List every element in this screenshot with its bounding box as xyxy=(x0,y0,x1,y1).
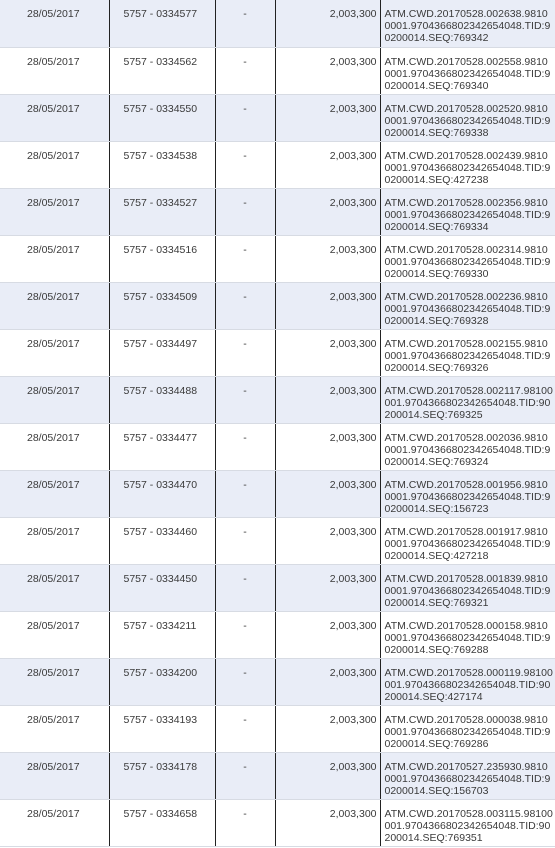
reference-cell: 5757 - 0334577 xyxy=(109,0,215,47)
table-row xyxy=(0,47,555,94)
table-row xyxy=(0,423,555,470)
credit-amount-cell: 2,003,300 xyxy=(275,517,380,564)
credit-amount-cell: 2,003,300 xyxy=(275,141,380,188)
description-cell: ATM.CWD.20170528.000119.98100001.9704366802342654048.TID:90200014.SEQ:427174 xyxy=(380,658,555,705)
table-row xyxy=(0,611,555,658)
reference-cell: 5757 - 0334470 xyxy=(109,470,215,517)
credit-amount-cell: 2,003,300 xyxy=(275,376,380,423)
date-cell: 28/05/2017 xyxy=(0,705,109,752)
credit-amount-cell: 2,003,300 xyxy=(275,329,380,376)
date-cell: 28/05/2017 xyxy=(0,47,109,94)
table-row xyxy=(0,517,555,564)
reference-cell: 5757 - 0334527 xyxy=(109,188,215,235)
description-cell: ATM.CWD.20170528.000158.98100001.9704366802342654048.TID:90200014.SEQ:769288 xyxy=(380,611,555,658)
table-row xyxy=(0,799,555,846)
table-row xyxy=(0,564,555,611)
credit-amount-cell: 2,003,300 xyxy=(275,470,380,517)
date-cell: 28/05/2017 xyxy=(0,423,109,470)
reference-cell: 5757 - 0334562 xyxy=(109,47,215,94)
credit-amount-cell: 2,003,300 xyxy=(275,423,380,470)
description-cell: ATM.CWD.20170528.002439.98100001.9704366802342654048.TID:90200014.SEQ:427238 xyxy=(380,141,555,188)
reference-cell: 5757 - 0334538 xyxy=(109,141,215,188)
table-row xyxy=(0,94,555,141)
date-cell: 28/05/2017 xyxy=(0,564,109,611)
table-row xyxy=(0,188,555,235)
description-cell: ATM.CWD.20170528.000038.98100001.9704366802342654048.TID:90200014.SEQ:769286 xyxy=(380,705,555,752)
reference-cell: 5757 - 0334516 xyxy=(109,235,215,282)
credit-amount-cell: 2,003,300 xyxy=(275,658,380,705)
description-cell: ATM.CWD.20170528.002314.98100001.9704366802342654048.TID:90200014.SEQ:769330 xyxy=(380,235,555,282)
reference-cell: 5757 - 0334178 xyxy=(109,752,215,799)
reference-cell: 5757 - 0334550 xyxy=(109,94,215,141)
description-cell: ATM.CWD.20170528.002356.98100001.9704366802342654048.TID:90200014.SEQ:769334 xyxy=(380,188,555,235)
date-cell: 28/05/2017 xyxy=(0,188,109,235)
credit-amount-cell: 2,003,300 xyxy=(275,705,380,752)
debit-cell: - xyxy=(215,564,275,611)
date-cell: 28/05/2017 xyxy=(0,517,109,564)
date-cell: 28/05/2017 xyxy=(0,94,109,141)
reference-cell: 5757 - 0334488 xyxy=(109,376,215,423)
description-cell: ATM.CWD.20170528.003115.98100001.9704366802342654048.TID:90200014.SEQ:769351 xyxy=(380,799,555,846)
date-cell: 28/05/2017 xyxy=(0,329,109,376)
description-cell: ATM.CWD.20170528.002236.98100001.9704366802342654048.TID:90200014.SEQ:769328 xyxy=(380,282,555,329)
debit-cell: - xyxy=(215,611,275,658)
table-row xyxy=(0,470,555,517)
debit-cell: - xyxy=(215,705,275,752)
reference-cell: 5757 - 0334460 xyxy=(109,517,215,564)
table-row xyxy=(0,705,555,752)
debit-cell: - xyxy=(215,423,275,470)
credit-amount-cell: 2,003,300 xyxy=(275,94,380,141)
reference-cell: 5757 - 0334658 xyxy=(109,799,215,846)
reference-cell: 5757 - 0334193 xyxy=(109,705,215,752)
debit-cell: - xyxy=(215,470,275,517)
table-row xyxy=(0,235,555,282)
credit-amount-cell: 2,003,300 xyxy=(275,282,380,329)
date-cell: 28/05/2017 xyxy=(0,611,109,658)
debit-cell: - xyxy=(215,235,275,282)
table-row xyxy=(0,141,555,188)
debit-cell: - xyxy=(215,752,275,799)
reference-cell: 5757 - 0334509 xyxy=(109,282,215,329)
date-cell: 28/05/2017 xyxy=(0,235,109,282)
credit-amount-cell: 2,003,300 xyxy=(275,799,380,846)
debit-cell: - xyxy=(215,0,275,47)
date-cell: 28/05/2017 xyxy=(0,752,109,799)
debit-cell: - xyxy=(215,141,275,188)
debit-cell: - xyxy=(215,376,275,423)
description-cell: ATM.CWD.20170528.002638.98100001.97043668023426540​48.TID:90200014.SEQ:769342 xyxy=(380,0,555,47)
table-row xyxy=(0,0,555,47)
table-row xyxy=(0,282,555,329)
credit-amount-cell: 2,003,300 xyxy=(275,611,380,658)
table-row xyxy=(0,658,555,705)
date-cell: 28/05/2017 xyxy=(0,658,109,705)
credit-amount-cell: 2,003,300 xyxy=(275,188,380,235)
credit-amount-cell: 2,003,300 xyxy=(275,47,380,94)
debit-cell: - xyxy=(215,188,275,235)
description-cell: ATM.CWD.20170528.002117.98100001.9704366802342654048.TID:90200014.SEQ:769325 xyxy=(380,376,555,423)
credit-amount-cell: 2,003,300 xyxy=(275,235,380,282)
reference-cell: 5757 - 0334450 xyxy=(109,564,215,611)
reference-cell: 5757 - 0334497 xyxy=(109,329,215,376)
debit-cell: - xyxy=(215,517,275,564)
credit-amount-cell: 2,003,300 xyxy=(275,0,380,47)
debit-cell: - xyxy=(215,94,275,141)
debit-cell: - xyxy=(215,329,275,376)
description-cell: ATM.CWD.20170528.002036.98100001.9704366802342654048.TID:90200014.SEQ:769324 xyxy=(380,423,555,470)
reference-cell: 5757 - 0334200 xyxy=(109,658,215,705)
date-cell: 28/05/2017 xyxy=(0,799,109,846)
credit-amount-cell: 2,003,300 xyxy=(275,752,380,799)
debit-cell: - xyxy=(215,658,275,705)
date-cell: 28/05/2017 xyxy=(0,141,109,188)
description-cell: ATM.CWD.20170528.002520.98100001.9704366802342654048.TID:90200014.SEQ:769338 xyxy=(380,94,555,141)
date-cell: 28/05/2017 xyxy=(0,0,109,47)
description-cell: ATM.CWD.20170528.001917.98100001.9704366802342654048.TID:90200014.SEQ:427218 xyxy=(380,517,555,564)
debit-cell: - xyxy=(215,282,275,329)
reference-cell: 5757 - 0334211 xyxy=(109,611,215,658)
description-cell: ATM.CWD.20170528.002558.98100001.9704366802342654048.TID:90200014.SEQ:769340 xyxy=(380,47,555,94)
date-cell: 28/05/2017 xyxy=(0,376,109,423)
debit-cell: - xyxy=(215,47,275,94)
description-cell: ATM.CWD.20170527.235930.98100001.9704366802342654048.TID:90200014.SEQ:156703 xyxy=(380,752,555,799)
debit-cell: - xyxy=(215,799,275,846)
reference-cell: 5757 - 0334477 xyxy=(109,423,215,470)
description-cell: ATM.CWD.20170528.002155.98100001.9704366802342654048.TID:90200014.SEQ:769326 xyxy=(380,329,555,376)
date-cell: 28/05/2017 xyxy=(0,282,109,329)
credit-amount-cell: 2,003,300 xyxy=(275,564,380,611)
table-row xyxy=(0,376,555,423)
table-row xyxy=(0,329,555,376)
description-cell: ATM.CWD.20170528.001839.98100001.9704366802342654048.TID:90200014.SEQ:769321 xyxy=(380,564,555,611)
table-row xyxy=(0,752,555,799)
date-cell: 28/05/2017 xyxy=(0,470,109,517)
description-cell: ATM.CWD.20170528.001956.98100001.9704366802342654048.TID:90200014.SEQ:156723 xyxy=(380,470,555,517)
